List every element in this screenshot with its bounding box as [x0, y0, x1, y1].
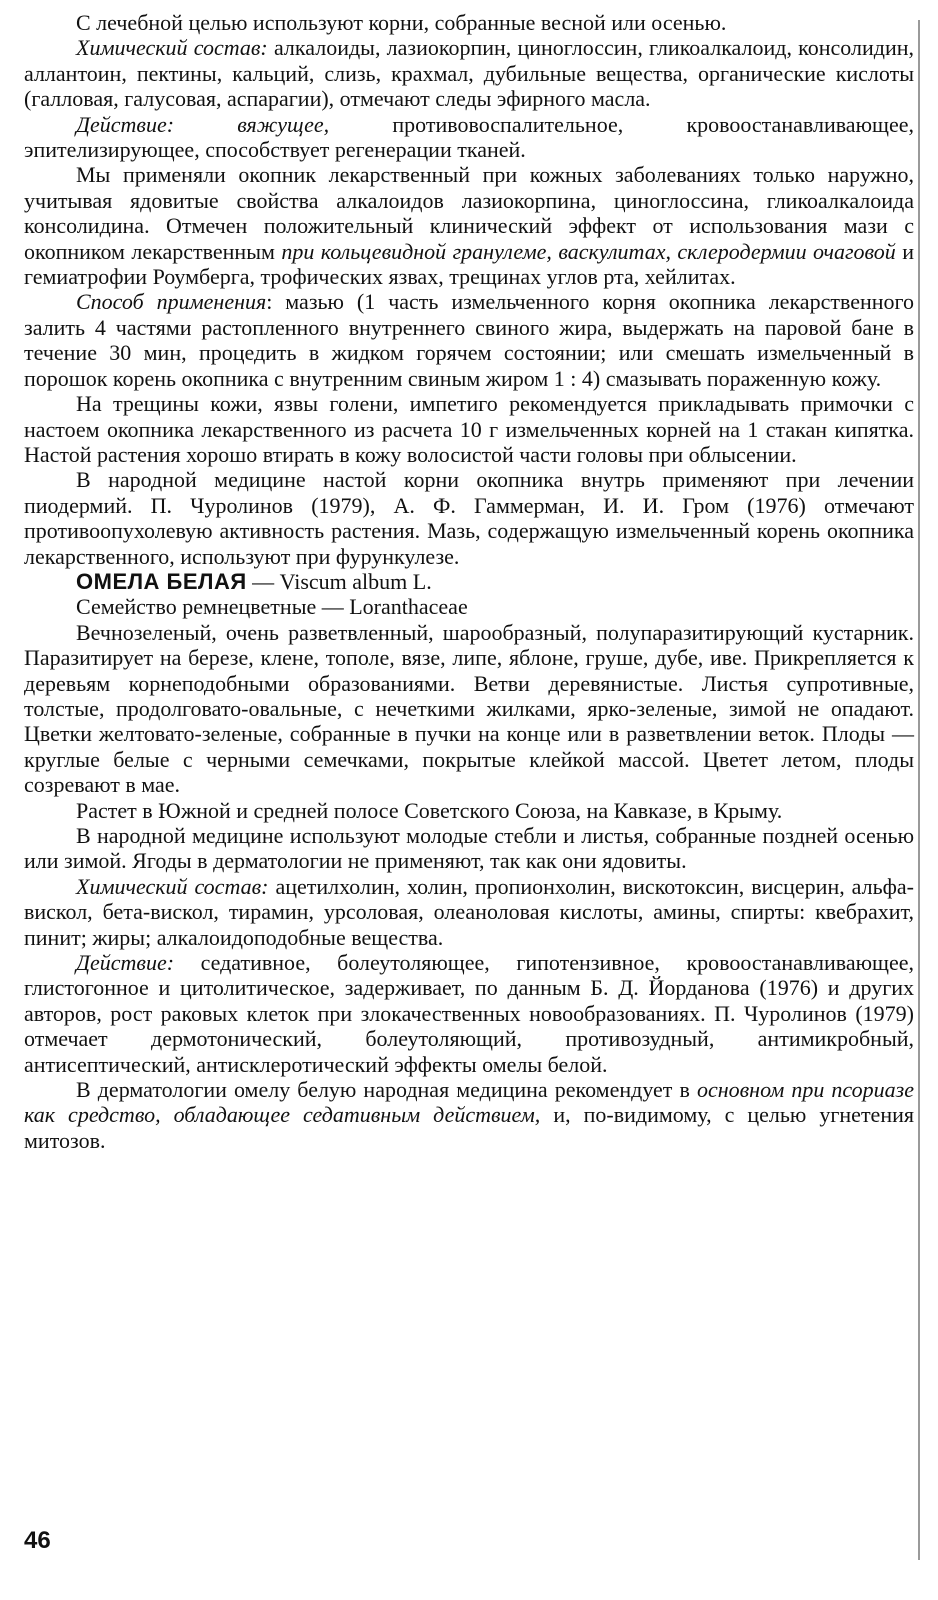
mistletoe-title: ОМЕЛА БЕЛАЯ: [76, 568, 247, 594]
mistletoe-chemistry-label: Химический состав:: [76, 873, 269, 899]
paragraph-mistletoe-dermatology: [24, 1077, 914, 1153]
mistletoe-family: [24, 594, 914, 619]
mistletoe-dermatology-italic: основном при псориазе как средство, обладающее седативным действием,: [24, 1077, 914, 1128]
mistletoe-chemistry-text: ацетилхолин, холин, пропионхолин, вискотоксин, висцерин, альфа-вискол, бета-вискол, тирамин, урсоловая, олеаноловая кислоты, амины, спирты: квебрахит, пинит; жиры; алкалоидоподобные вещества.: [24, 873, 914, 950]
mistletoe-dermatology-text-b: и, по-видимому, с целью угнетения митозов.: [24, 1102, 914, 1153]
paragraph-mistletoe-folk-use: [24, 823, 914, 874]
mistletoe-action-text: седативное, болеутоляющее, гипотензивное, кровоостанавливающее, глистогонное и цитолитическое, задерживает, по данным Б. Д. Йорданова (1976) и других авторов, рост раковых клеток при злокачественных новообразованиях. П. Чуролинов (1979) отмечает дермотонический, болеутоляющий, противозудный, антимикробный, антисептический, антисклеротический эффекты омелы белой.: [24, 950, 914, 1077]
paragraph-mistletoe-action: [24, 950, 914, 1077]
mistletoe-habitat-text: Растет в Южной и средней полосе Советского Союза, на Кавказе, в Крыму.: [76, 797, 783, 823]
paragraph-application-method: [24, 289, 914, 391]
paragraph-compresses: [24, 391, 914, 467]
mistletoe-heading: [24, 569, 914, 594]
paragraph-mistletoe-habitat: [24, 798, 914, 823]
text-body: [24, 10, 914, 1153]
page-number: 46: [24, 1527, 51, 1554]
clinical-use-italic: при кольцевидной гранулеме, васкулитах, склеродермии очаговой: [281, 238, 896, 264]
chemical-composition-text: алкалоиды, лазиокорпин, циноглоссин, гликоалкалоид, консолидин, аллантоин, пектины, кальций, слизь, крахмал, дубильные вещества, органические кислоты (галловая, галусовая, аспарагии), отмечают следы эфирного масла.: [24, 35, 914, 112]
mistletoe-dermatology-text-a: В дерматологии омелу белую народная медицина рекомендует в: [76, 1077, 697, 1103]
mistletoe-description-text: Вечнозеленый, очень разветвленный, шарообразный, полупаразитирующий кустарник. Паразитирует на березе, клене, тополе, вязе, липе, яблоне, груше, дубе, иве. Прикрепляется к деревьям корнеподобными образованиями. Ветви деревянистые. Листья супротивные, толстые, продолговато-овальные, с нечеткими жилками, ярко-зеленые, зимой не опадают. Цветки желтовато-зеленые, собранные в пучки на конце или в разветвлении веток. Плоды — круглые белые с черными семечками, покрытые клейкой массой. Цветет летом, плоды созревают в мае.: [24, 619, 914, 798]
harvest-text: С лечебной целью используют корни, собранные весной или осенью.: [76, 10, 727, 35]
clinical-use-text-b: и гемиатрофии Роумберга, трофических язвах, трещинах углов рта, хейлитах.: [24, 238, 914, 290]
folk-medicine-text: В народной медицине настой корни окопника внутрь применяют при лечении пиодермий. П. Чуролинов (1979), А. Ф. Гаммерман, И. И. Гром (1976) отмечают противоопухолевую активность растения. Мазь, содержащую измельченный корень окопника лекарственного, используют при фурункулезе.: [24, 467, 914, 569]
paragraph-action: [24, 112, 914, 163]
binding-edge-shadow: [918, 20, 920, 1560]
action-label: Действие: вяжущее,: [76, 111, 330, 137]
paragraph-mistletoe-description: [24, 620, 914, 798]
mistletoe-family-text: Семейство ремнецветные — Loranthaceae: [76, 594, 468, 620]
mistletoe-latin-name: — Viscum album L.: [246, 568, 432, 594]
paragraph-chemical-composition: [24, 35, 914, 111]
application-method-text: : мазью (1 часть измельченного корня окопника лекарственного залить 4 частями растопленного внутреннего свиного жира, выдержать на паровой бане в течение 30 мин, процедить в жидком горячем состоянии; или смешать измельченный в порошок корень окопника с внутренним свиным жиром 1 : 4) смазывать пораженную кожу.: [24, 289, 914, 391]
application-method-label: Способ применения: [76, 289, 267, 315]
chemical-composition-label: Химический состав:: [76, 35, 268, 61]
compresses-text: На трещины кожи, язвы голени, импетиго рекомендуется прикладывать примочки с настоем окопника лекарственного из расчета 10 г измельченных корней на 1 стакан кипятка. Настой растения хорошо втирать в кожу волосистой части головы при облысении.: [24, 391, 914, 467]
mistletoe-folk-use-text: В народной медицине используют молодые стебли и листья, собранные поздней осенью или зимой. Ягоды в дерматологии не применяют, так как они ядовиты.: [24, 823, 914, 874]
mistletoe-action-label: Действие:: [76, 950, 175, 976]
paragraph-harvest: [24, 10, 914, 35]
clinical-use-text-a: Мы применяли окопник лекарственный при кожных заболеваниях только наружно, учитывая ядовитые свойства алкалоидов лазиокорпина, циноглоссина, гликоалкалоида консолидина. Отмечен положительный клинический эффект от использования мази с окопником лекарственным: [24, 162, 914, 264]
paragraph-mistletoe-chemistry: [24, 874, 914, 950]
paragraph-folk-medicine: [24, 467, 914, 569]
action-text: противовоспалительное, кровоостанавливающее, эпителизирующее, способствует регенерации тканей.: [24, 111, 914, 163]
paragraph-clinical-use: [24, 162, 914, 289]
